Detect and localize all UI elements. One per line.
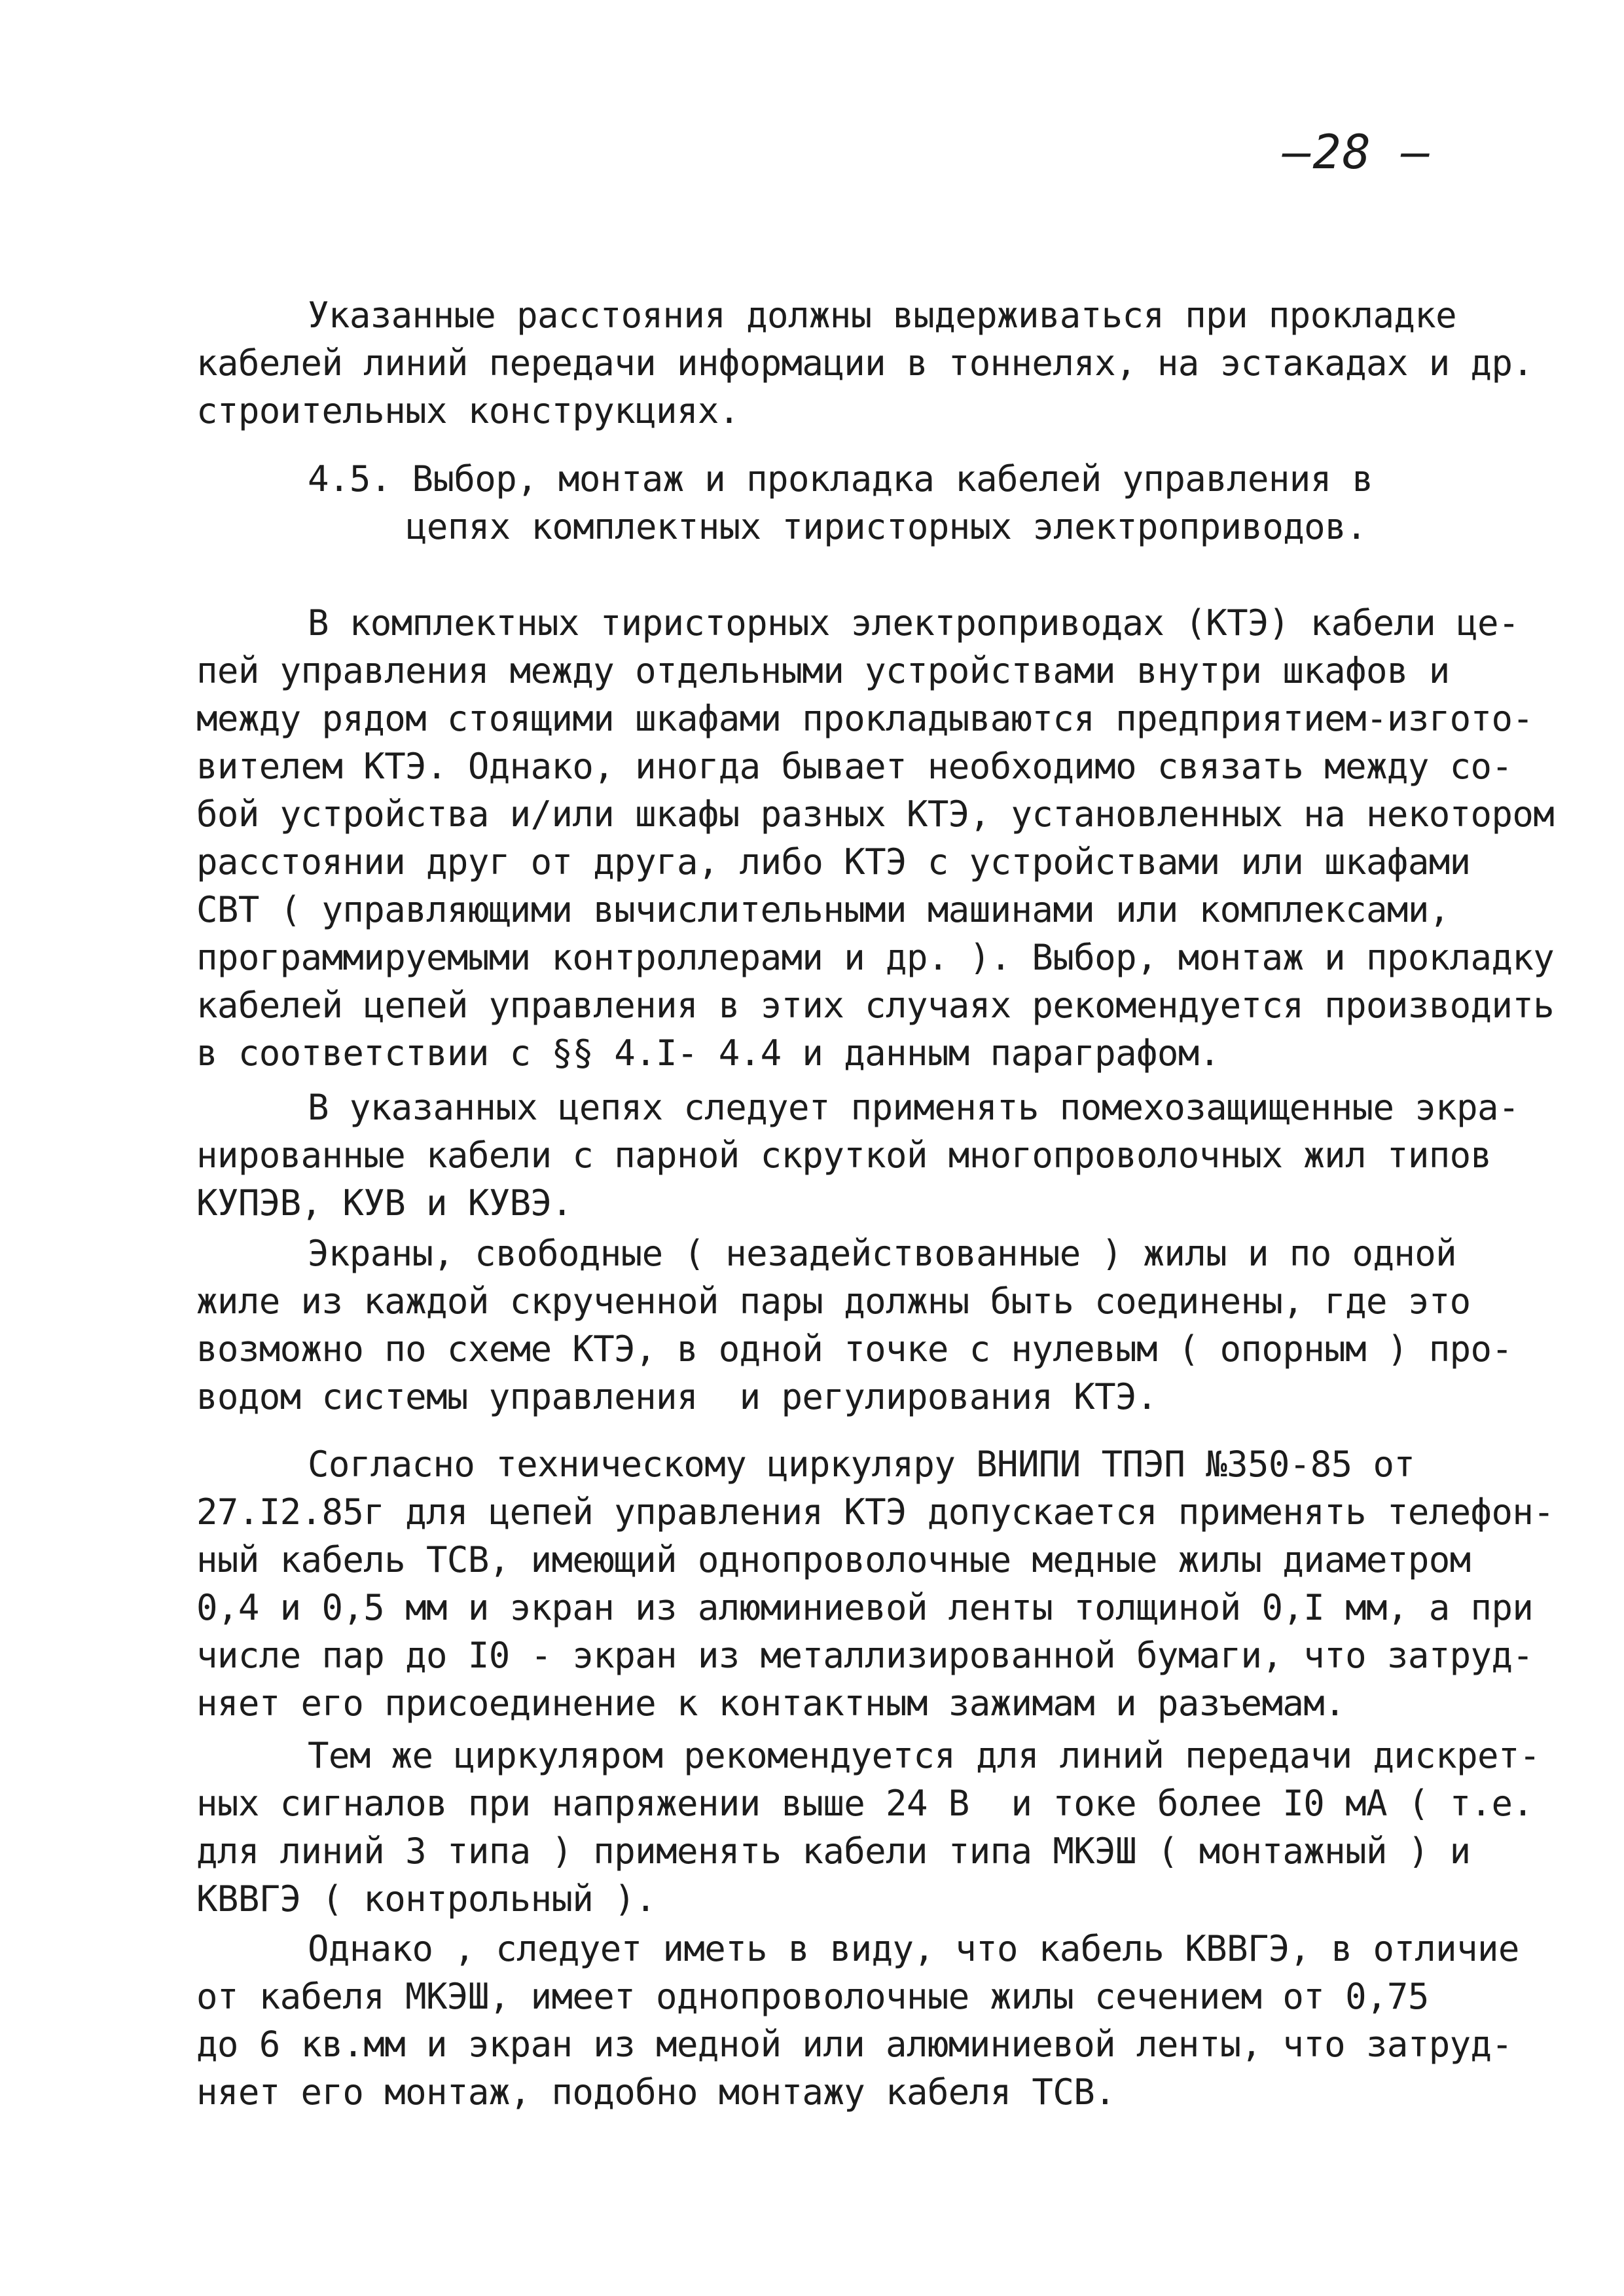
text-line: Указанные расстояния должны выдерживаться при прокладке — [308, 295, 1457, 336]
text-line: няет его монтаж, подобно монтажу кабеля ТСВ. — [196, 2071, 1116, 2113]
text-line: в соответствии с §§ 4.I- 4.4 и данным параграфом. — [196, 1032, 1220, 1074]
heading-line: цепях комплектных тиристорных электроприводов. — [406, 506, 1367, 547]
paragraph-screens — [196, 1230, 1513, 1421]
text-line: кабелей цепей управления в этих случаях рекомендуется производить — [196, 985, 1555, 1026]
text-line: СВТ ( управляющими вычислительными машинами или комплексами, — [196, 889, 1450, 930]
text-line: водом системы управления и регулирования КТЭ. — [196, 1376, 1157, 1417]
text-line: программируемыми контроллерами и др. ). Выбор, монтаж и прокладку — [196, 937, 1555, 978]
text-line: между рядом стоящими шкафами прокладываются предприятием-изгото- — [196, 698, 1534, 739]
text-line: В указанных цепях следует применять помехозащищенные экра- — [308, 1087, 1519, 1128]
heading-line: 4.5. Выбор, монтаж и прокладка кабелей управления в — [308, 458, 1373, 500]
text-line: кабелей линий передачи информации в тоннелях, на эстакадах и др. — [196, 342, 1534, 384]
text-line: нированные кабели с парной скруткой многопроволочных жил типов — [196, 1135, 1492, 1176]
text-line: Однако , следует иметь в виду, что кабель КВВГЭ, в отличие — [308, 1928, 1519, 1969]
paragraph-circuits — [196, 1084, 1519, 1227]
section-heading — [196, 455, 1479, 551]
text-line: жиле из каждой скрученной пары должны быть соединены, где это — [196, 1281, 1471, 1322]
text-line: возможно по схеме КТЭ, в одной точке с нулевым ( опорным ) про- — [196, 1328, 1513, 1370]
text-line: КУПЭВ, КУВ и КУВЭ. — [196, 1182, 573, 1224]
paragraph-kte — [196, 599, 1555, 1077]
text-line: 27.I2.85г для цепей управления КТЭ допускается применять телефон- — [196, 1491, 1555, 1533]
text-line: КВВГЭ ( контрольный ). — [196, 1878, 657, 1920]
text-line: строительных конструкциях. — [196, 390, 740, 431]
text-line: няет его присоединение к контактным зажимам и разъемам. — [196, 1683, 1346, 1724]
text-line: ный кабель ТСВ, имеющий однопроволочные медные жилы диаметром — [196, 1539, 1471, 1580]
text-line: Экраны, свободные ( незадействованные ) жилы и по одной — [308, 1233, 1457, 1274]
paragraph-distances — [196, 291, 1534, 435]
text-line: ных сигналов при напряжении выше 24 В и токе более I0 мА ( т.е. — [196, 1783, 1534, 1824]
text-line: пей управления между отдельными устройствами внутри шкафов и — [196, 650, 1450, 691]
text-line: Согласно техническому циркуляру ВНИПИ ТПЭП №350-85 от — [308, 1444, 1415, 1485]
text-line: до 6 кв.мм и экран из медной или алюминиевой ленты, что затруд- — [196, 2024, 1513, 2065]
text-line: Тем же циркуляром рекомендуется для линий передачи дискрет- — [308, 1735, 1540, 1776]
paragraph-discrete — [196, 1732, 1540, 1923]
text-line: для линий 3 типа ) применять кабели типа МКЭШ ( монтажный ) и — [196, 1831, 1471, 1872]
text-line: бой устройства и/или шкафы разных КТЭ, установленных на некотором — [196, 793, 1555, 835]
text-line: В комплектных тиристорных электроприводах (КТЭ) кабели це- — [308, 602, 1519, 644]
text-line: от кабеля МКЭШ, имеет однопроволочные жилы сечением от 0,75 — [196, 1976, 1429, 2017]
text-line: вителем КТЭ. Однако, иногда бывает необходимо связать между со- — [196, 746, 1513, 787]
paragraph-circular — [196, 1440, 1555, 1727]
text-line: 0,4 и 0,5 мм и экран из алюминиевой ленты толщиной 0,I мм, а при — [196, 1587, 1534, 1628]
paragraph-however — [196, 1925, 1519, 2116]
text-line: расстоянии друг от друга, либо КТЭ с устройствами или шкафами — [196, 841, 1471, 883]
page-number: —28 — — [1283, 124, 1432, 179]
text-line: числе пар до I0 - экран из металлизированной бумаги, что затруд- — [196, 1635, 1534, 1676]
